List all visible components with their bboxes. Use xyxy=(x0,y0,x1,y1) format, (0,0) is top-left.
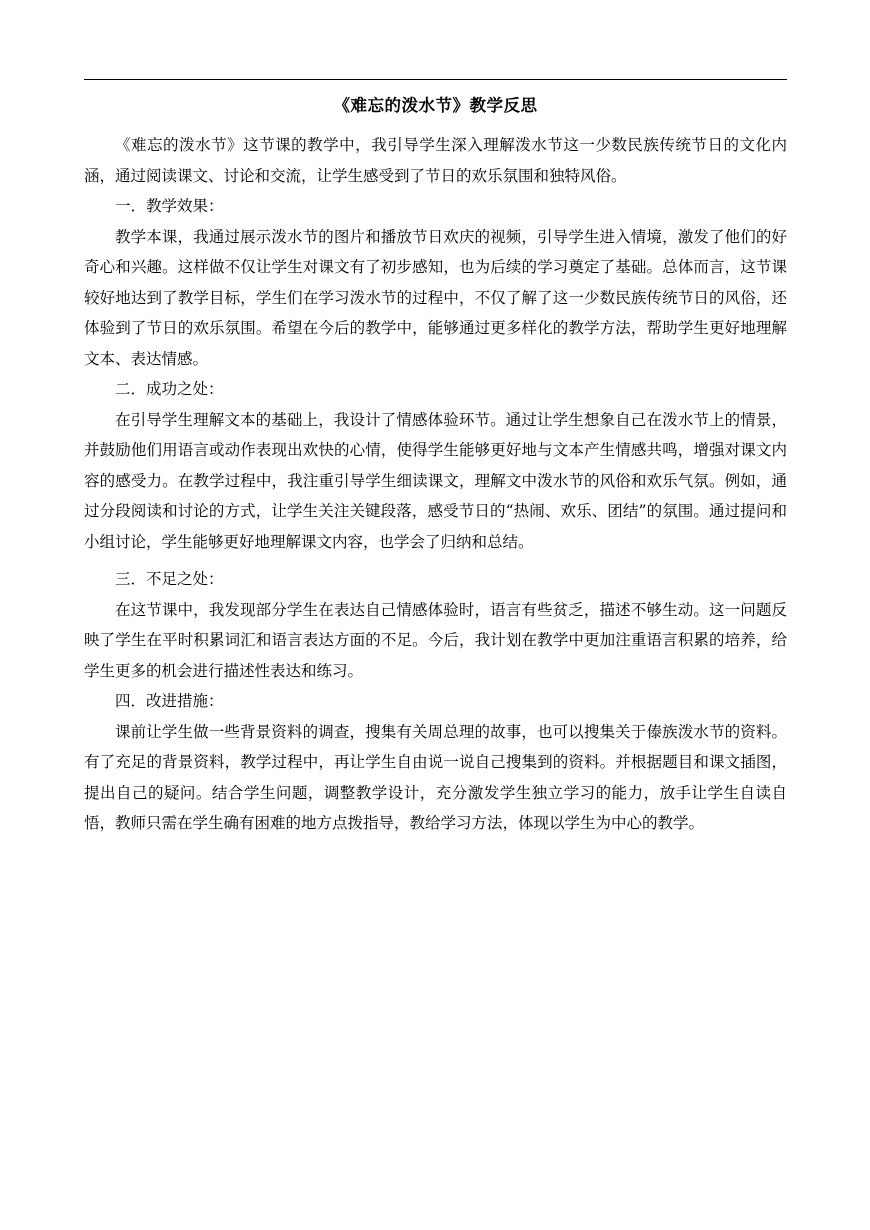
section-heading-shortcomings: 三．不足之处： xyxy=(115,570,224,588)
section-heading-improvements: 四．改进措施： xyxy=(115,692,224,710)
header-rule xyxy=(84,79,787,80)
section-body-improvements: 课前让学生做一些背景资料的调查，搜集有关周总理的故事，也可以搜集关于傣族泼水节的资料。有了充足的背景资料，教学过程中，再让学生自由说一说自己搜集到的资料。并根据题目和课文插图，提出自己的疑问。结合学生问题，调整教学设计，充分激发学生独立学习的能力，放手让学生自读自悟，教师只需在学生确有困难的地方点拨指导，教给学习方法，体现以学生为中心的教学。 xyxy=(84,722,787,832)
section-heading-success: 二．成功之处： xyxy=(115,380,224,398)
document-title: 《难忘的泼水节》教学反思 xyxy=(333,96,538,115)
section-body-shortcomings: 在这节课中，我发现部分学生在表达自己情感体验时，语言有些贫乏，描述不够生动。这一问题反映了学生在平时积累词汇和语言表达方面的不足。今后，我计划在教学中更加注重语言积累的培养，给学生更多的机会进行描述性表达和练习。 xyxy=(84,600,787,680)
intro-paragraph: 《难忘的泼水节》这节课的教学中，我引导学生深入理解泼水节这一少数民族传统节日的文化内涵，通过阅读课文、讨论和交流，让学生感受到了节日的欢乐氛围和独特风俗。 xyxy=(84,136,787,185)
section-heading-effect: 一．教学效果： xyxy=(115,197,224,215)
section-body-effect: 教学本课，我通过展示泼水节的图片和播放节日欢庆的视频，引导学生进入情境，激发了他们的好奇心和兴趣。这样做不仅让学生对课文有了初步感知，也为后续的学习奠定了基础。总体而言，这节课较好地达到了教学目标，学生们在学习泼水节的过程中，不仅了解了这一少数民族传统节日的风俗，还体验到了节日的欢乐氛围。希望在今后的教学中，能够通过更多样化的教学方法，帮助学生更好地理解文本、表达情感。 xyxy=(84,227,787,368)
section-body-success: 在引导学生理解文本的基础上，我设计了情感体验环节。通过让学生想象自己在泼水节上的情景，并鼓励他们用语言或动作表现出欢快的心情，使得学生能够更好地与文本产生情感共鸣，增强对课文内容的感受力。在教学过程中，我注重引导学生细读课文，理解文中泼水节的风俗和欢乐气氛。例如，通过分段阅读和讨论的方式，让学生关注关键段落，感受节日的“热闹、欢乐、团结”的氛围。通过提问和小组讨论，学生能够更好地理解课文内容，也学会了归纳和总结。 xyxy=(84,410,787,551)
document-body xyxy=(84,130,787,839)
